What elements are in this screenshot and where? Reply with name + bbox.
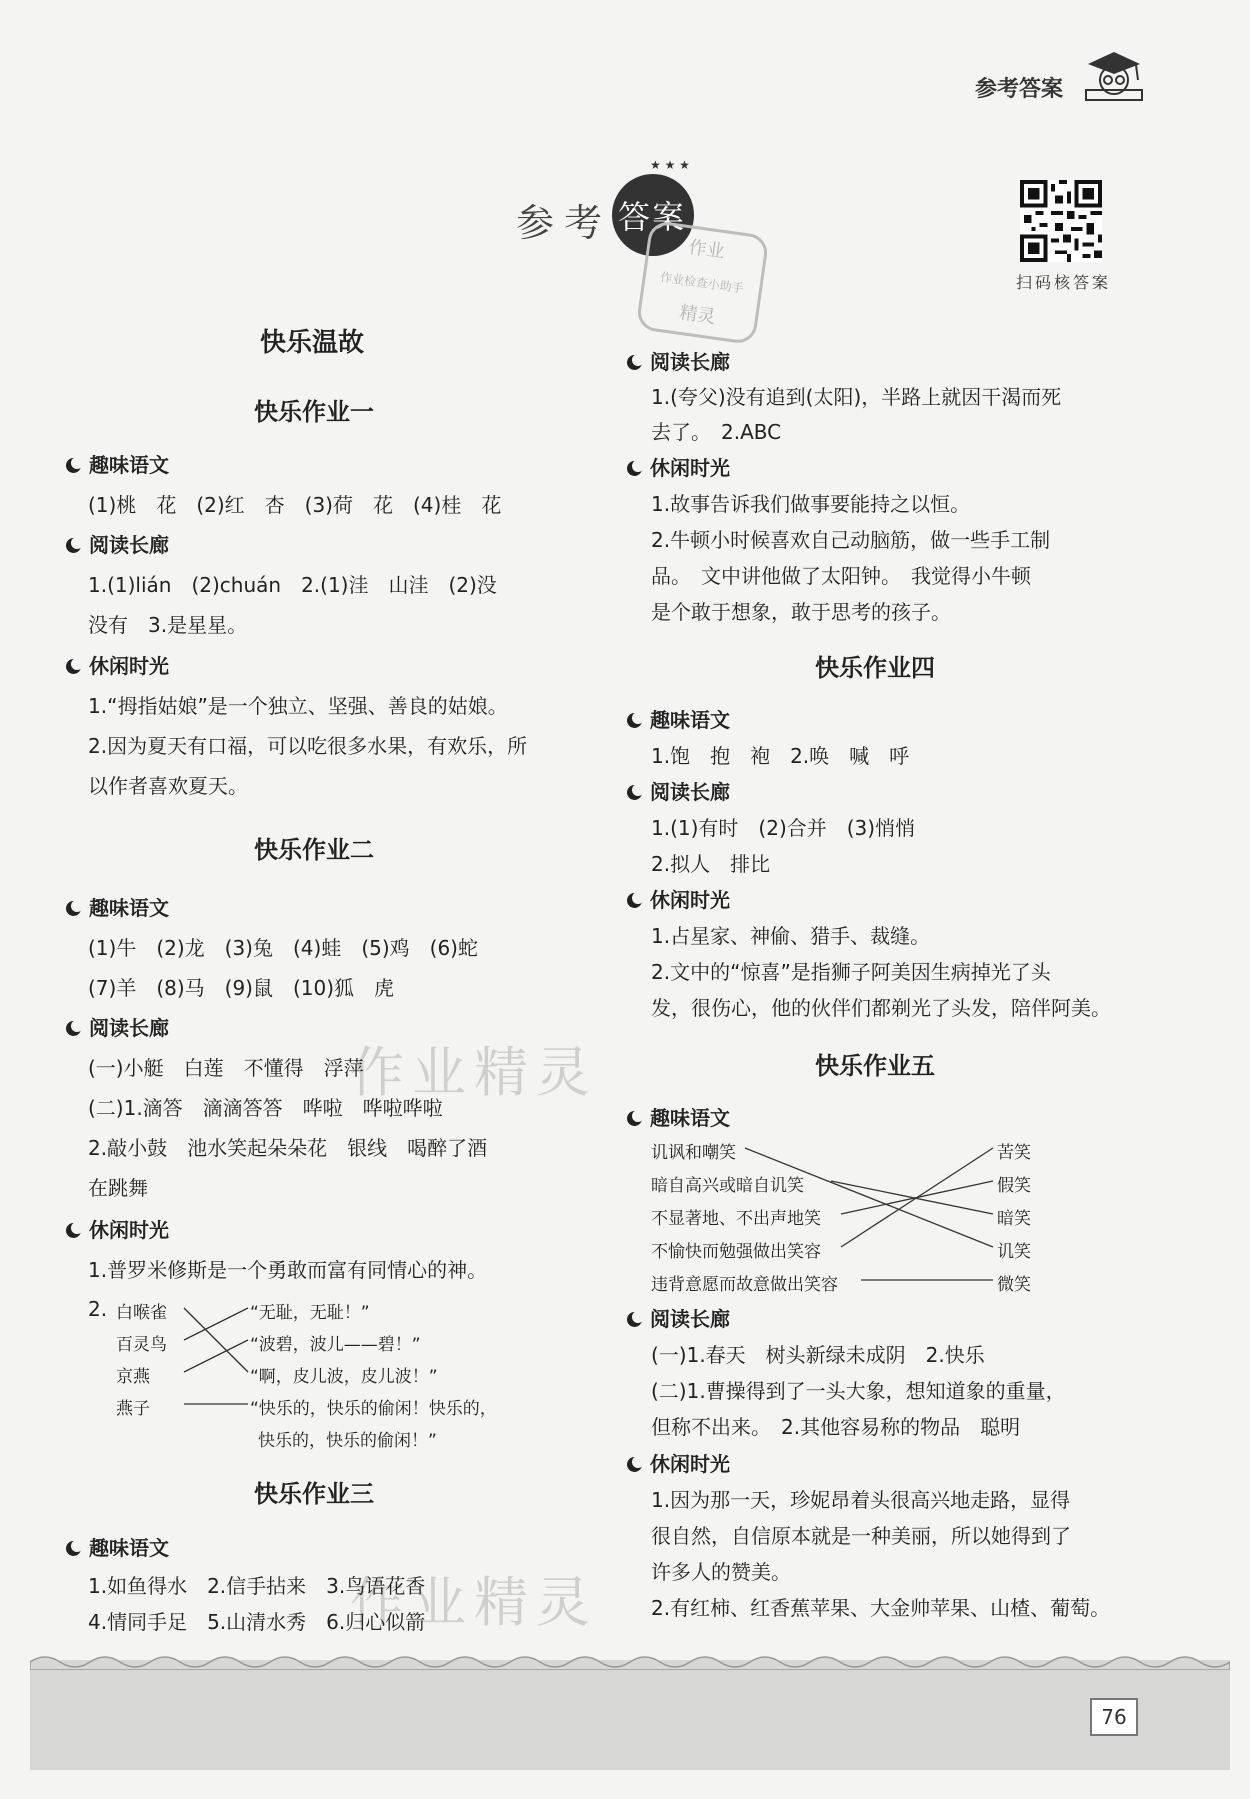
hw4-leisure-line: 1.占星家、神偷、猎手、裁缝。 [651,924,931,948]
hw2-title: 快乐作业二 [254,836,374,864]
bird-item: 京燕 [116,1367,150,1387]
crescent-icon [627,1111,642,1126]
hw5-leisure-line: 很自然，自信原本就是一种美丽，所以她得到了 [651,1524,1071,1548]
hw2-reading-line: (二)1.滴答 滴滴答答 哗啦 哗啦哗啦 [88,1096,443,1120]
title-right-text: 答案 [618,198,687,236]
hw4-leisure-line: 发，很伤心，他的伙伴们都剃光了头发，陪伴阿美。 [651,996,1111,1020]
cont-leisure-line: 2.牛顿小时候喜欢自己动脑筋，做一些手工制 [651,528,1051,552]
hw3-fun-line: 4.情同手足 5.山清水秀 6.归心似箭 [88,1610,426,1634]
watermark-text: 作业精灵 [350,1571,598,1634]
cont-reading-line: 去了。 2.ABC [651,420,782,444]
crescent-icon [66,1021,81,1036]
hw5-reading-line: (一)1.春天 树头新绿未成阴 2.快乐 [651,1343,985,1367]
hw4-reading-line: 1.(1)有时 (2)合并 (3)悄悄 [651,816,916,840]
smile-word: 暗笑 [997,1209,1031,1229]
hw5-section-leisure: 休闲时光 [627,1448,730,1477]
crescent-icon [66,1541,81,1556]
header-label: 参考答案 [975,77,1064,102]
smile-word: 微笑 [997,1275,1031,1295]
hw5-reading-line: 但称不出来。 2.其他容易称的物品 聪明 [651,1415,1021,1439]
crescent-icon [66,538,81,553]
hw2-reading-line: 在跳舞 [88,1176,148,1200]
hw3-section-fun: 趣味语文 [66,1532,169,1561]
stamp-line2: 作业检查小助手 [659,270,745,296]
bird-call: 快乐的，快乐的偷闲！” [258,1431,437,1451]
hw1-section-leisure: 休闲时光 [66,650,169,679]
hw1-reading-line: 没有 3.是星星。 [88,613,248,637]
smile-definition: 违背意愿而故意做出笑容 [651,1275,838,1295]
hw4-section-fun: 趣味语文 [627,704,730,733]
bird-call: “啊，皮儿波，皮儿波！” [250,1367,438,1387]
cont-section-reading: 阅读长廊 [627,346,730,375]
wave-border [30,1650,1230,1670]
crescent-icon [66,901,81,916]
footer-band [30,1660,1230,1770]
section-main-title: 快乐温故 [260,328,365,358]
bird-call: “波碧，波儿——碧！” [250,1335,421,1355]
cont-reading-line: 1.(夸父)没有追到(太阳)，半路上就因干渴而死 [651,385,1062,409]
smile-match-lines [625,1130,1005,1300]
hw1-fun-line: (1)桃 花 (2)红 杏 (3)荷 花 (4)桂 花 [88,493,502,517]
crescent-icon [66,458,81,473]
qr-code-icon[interactable] [1020,180,1102,262]
crescent-icon [627,893,642,908]
hw4-leisure-line: 2.文中的“惊喜”是指狮子阿美因生病掉光了头 [651,960,1051,984]
cont-leisure-line: 1.故事告诉我们做事要能持之以恒。 [651,492,971,516]
hw4-title: 快乐作业四 [815,654,935,682]
hw2-fun-line: (1)牛 (2)龙 (3)兔 (4)蛙 (5)鸡 (6)蛇 [88,936,478,960]
crescent-icon [66,1223,81,1238]
hw1-leisure-line: 2.因为夏天有口福，可以吃很多水果，有欢乐，所 [88,734,528,758]
smile-word: 讥笑 [997,1242,1031,1262]
title-left-text: 参考 [516,201,613,245]
cont-section-leisure: 休闲时光 [627,452,730,481]
hw4-section-reading: 阅读长廊 [627,776,730,805]
bird-call: “快乐的，快乐的偷闲！快乐的， [250,1399,497,1419]
bird-call: “无耻，无耻！” [250,1303,370,1323]
watermark-stamp [633,217,773,348]
hw1-section-reading: 阅读长廊 [66,529,169,558]
crescent-icon [627,355,642,370]
hw3-fun-line: 1.如鱼得水 2.信手拈来 3.鸟语花香 [88,1574,426,1598]
hw2-section-reading: 阅读长廊 [66,1012,169,1041]
hw1-section-fun: 趣味语文 [66,449,169,478]
hw5-reading-line: (二)1.曹操得到了一头大象，想知道象的重量， [651,1379,1066,1403]
crescent-icon [627,713,642,728]
hw5-section-reading: 阅读长廊 [627,1303,730,1332]
cont-leisure-line: 是个敢于想象，敢于思考的孩子。 [651,600,951,624]
stamp-line3: 精灵 [678,302,717,329]
hw5-section-fun: 趣味语文 [627,1102,730,1131]
hw1-leisure-line: 1.“拇指姑娘”是一个独立、坚强、善良的姑娘。 [88,694,508,718]
hw2-section-fun: 趣味语文 [66,892,169,921]
cont-leisure-line: 品。 文中讲他做了太阳钟。 我觉得小牛顿 [651,564,1031,588]
hw1-title: 快乐作业一 [254,398,374,426]
hw2-leisure-line: 1.普罗米修斯是一个勇敢而富有同情心的神。 [88,1258,488,1282]
stamp-line1: 作业 [687,236,726,263]
hw5-leisure-line: 许多人的赞美。 [651,1560,791,1584]
qr-caption: 扫码核答案 [1016,273,1112,292]
hw1-leisure-line: 以作者喜欢夏天。 [88,774,248,798]
crescent-icon [627,785,642,800]
bird-item: 白喉雀 [116,1303,167,1323]
hw2-reading-line: 2.敲小鼓 池水笑起朵朵花 银线 喝醉了酒 [88,1136,488,1160]
page-number: 76 [1090,1698,1138,1736]
hw2-match-prefix: 2. [88,1297,108,1321]
smile-definition: 不显著地、不出声地笑 [651,1209,821,1229]
crescent-icon [627,1457,642,1472]
hw2-section-leisure: 休闲时光 [66,1214,169,1243]
smile-definition: 不愉快而勉强做出笑容 [651,1242,821,1262]
hw4-section-leisure: 休闲时光 [627,884,730,913]
hw2-reading-line: (一)小艇 白莲 不懂得 浮萍 [88,1056,364,1080]
smile-word: 假笑 [997,1176,1031,1196]
watermark-text: 作业精灵 [350,1041,598,1104]
stars-icon: ★ ★ ★ [650,158,690,172]
student-mascot-icon [1080,50,1148,102]
bird-item: 百灵鸟 [116,1335,167,1355]
hw5-leisure-line: 2.有红柿、红香蕉苹果、大金帅苹果、山楂、葡萄。 [651,1596,1111,1620]
hw4-fun-line: 1.饱 抱 袍 2.唤 喊 呼 [651,744,910,768]
smile-definition: 暗自高兴或暗自讥笑 [651,1176,804,1196]
smile-word: 苦笑 [997,1143,1031,1163]
hw5-leisure-line: 1.因为那一天，珍妮昂着头很高兴地走路，显得 [651,1488,1071,1512]
hw2-fun-line: (7)羊 (8)马 (9)鼠 (10)狐 虎 [88,976,395,1000]
smile-definition: 讥讽和嘲笑 [651,1143,736,1163]
crescent-icon [66,659,81,674]
bird-item: 燕子 [116,1399,150,1419]
crescent-icon [627,461,642,476]
hw3-title: 快乐作业三 [254,1480,374,1508]
bird-match-lines [182,1296,252,1426]
hw1-reading-line: 1.(1)lián (2)chuán 2.(1)洼 山洼 (2)没 [88,573,497,597]
hw5-title: 快乐作业五 [815,1052,935,1080]
hw4-reading-line: 2.拟人 排比 [651,852,771,876]
crescent-icon [627,1312,642,1327]
